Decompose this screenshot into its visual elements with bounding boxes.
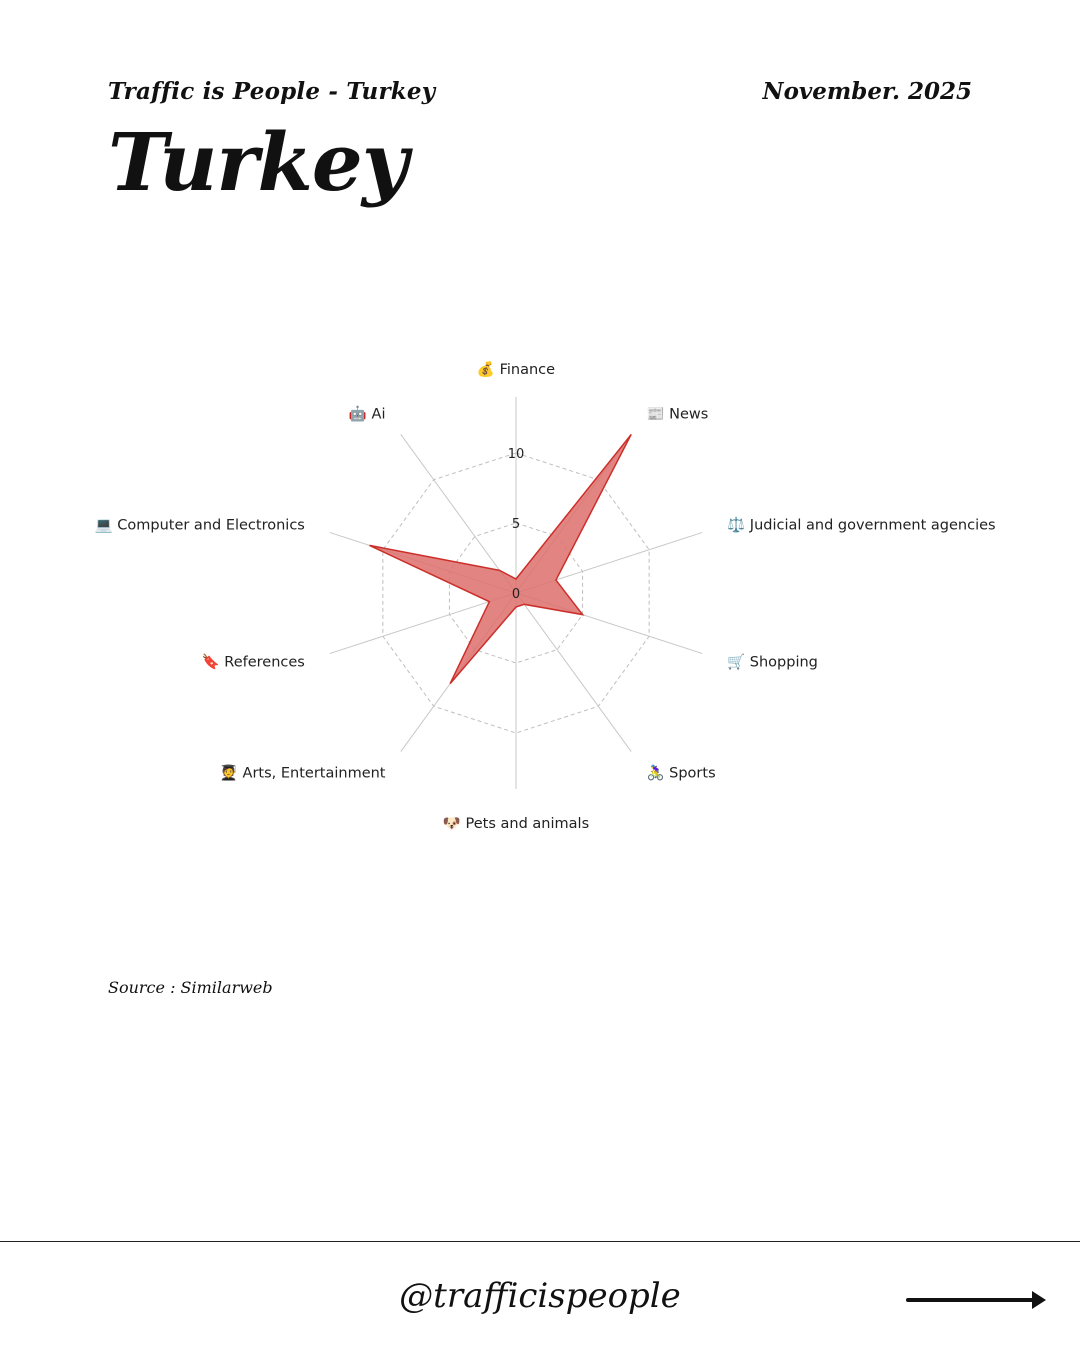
header-date: November. 2025 [762,78,972,105]
category-label: 🔖 References [201,654,305,671]
header-brand: Traffic is People - Turkey [108,78,436,105]
category-label: 🐶 Pets and animals [442,816,590,832]
category-label: 💻 Computer and Electronics [94,517,305,534]
category-label: 🧑‍🎓 Arts, Entertainment [219,765,386,782]
tick-label: 10 [507,447,525,462]
category-label: 📰 News [646,406,709,423]
tick-label: 5 [511,517,521,532]
category-label: 🛒 Shopping [727,654,818,671]
category-label: 🤖 Ai [348,406,386,423]
footer-divider [0,1241,1080,1242]
category-label: ⚖️ Judicial and government agencies [727,517,996,534]
radar-series [369,434,631,683]
category-label: 🚴‍♀️ Sports [646,765,716,782]
tick-label: 0 [511,587,521,602]
page-title: Turkey [108,115,408,209]
right-arrow-icon[interactable] [906,1288,1048,1312]
category-label: 💰 Finance [476,362,556,378]
source-note: Source : Similarweb [108,978,273,997]
social-handle: @trafficispeople [399,1276,681,1316]
series-area [370,434,632,683]
